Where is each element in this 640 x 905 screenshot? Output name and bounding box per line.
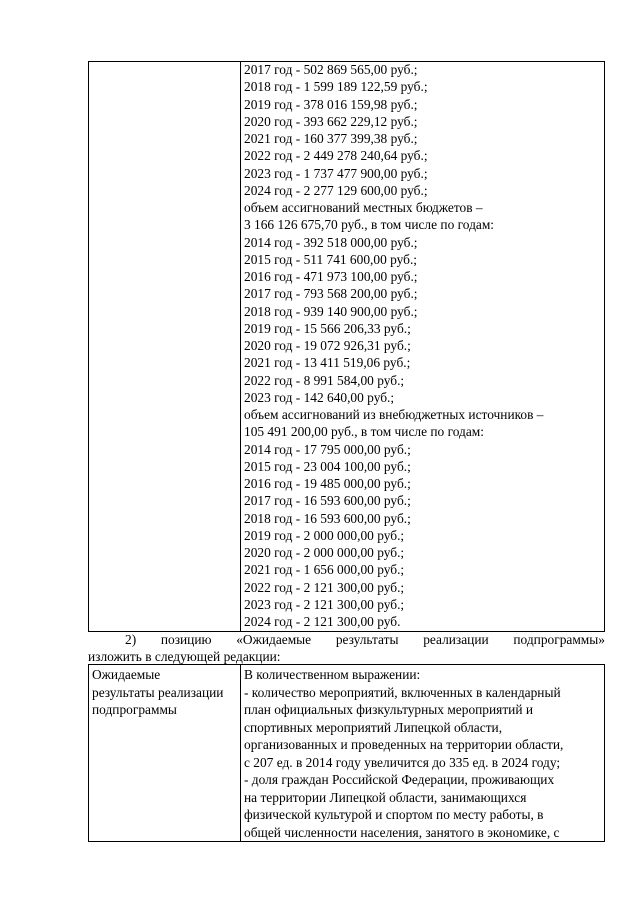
expected-results-line: с 207 ед. в 2014 году увеличится до 335 ед. в 2024 году; [244,754,561,770]
financing-line: 2018 год - 16 593 600,00 руб.; [244,510,411,526]
expected-results-line: - доля граждан Российской Федерации, проживающих [244,772,555,787]
expected-results-label-line: результаты реализации [92,684,224,700]
expected-results-line: спортивных мероприятий Липецкой области, [244,719,503,735]
financing-line: 3 166 126 675,70 руб., в том числе по годам: [244,217,495,233]
financing-line: объем ассигнований местных бюджетов – [244,200,483,215]
amendment-word: позицию [160,632,212,647]
financing-line: 2023 год - 142 640,00 руб.; [244,389,395,405]
financing-table [88,61,605,632]
expected-results-label-cell [89,665,241,841]
expected-results-line: В количественном выражении: [244,667,421,682]
financing-line: 2023 год - 1 737 477 900,00 руб.; [244,165,428,181]
amendment-word: реализации [423,632,489,647]
amendment-item-number: 2) [125,632,137,647]
amendment-word: результаты [335,632,399,647]
financing-line: 2015 год - 23 004 100,00 руб.; [244,458,411,474]
expected-results-label-line: Ожидаемые [92,667,161,682]
financing-table-label-cell [89,62,241,631]
expected-results-line: - количество мероприятий, включенных в календарный [244,684,561,700]
financing-line: 105 491 200,00 руб., в том числе по годам: [244,424,484,440]
financing-line: 2017 год - 793 568 200,00 руб.; [244,286,418,302]
financing-line: 2014 год - 392 518 000,00 руб.; [244,234,418,250]
expected-results-line: на территории Липецкой области, занимающихся [244,789,527,805]
financing-line: 2020 год - 2 000 000,00 руб.; [244,545,405,560]
financing-line: 2021 год - 13 411 519,06 руб.; [244,355,411,371]
financing-line: 2022 год - 8 991 584,00 руб.; [244,372,405,388]
financing-line: 2023 год - 2 121 300,00 руб.; [244,596,405,612]
amendment-word: подпрограммы» [513,632,605,647]
amendment-word: «Ожидаемые [236,632,312,647]
financing-line: 2016 год - 471 973 100,00 руб.; [244,269,418,284]
financing-line: 2019 год - 2 000 000,00 руб.; [244,527,405,543]
financing-line: 2017 год - 16 593 600,00 руб.; [244,493,411,509]
expected-results-line: физической культурой и спортом по месту работы, в [244,807,544,822]
financing-line: 2024 год - 2 121 300,00 руб. [244,614,401,629]
expected-results-table [88,664,605,842]
expected-results-line: план официальных физкультурных мероприятий и [244,702,534,717]
financing-line: 2018 год - 1 599 189 122,59 руб.; [244,79,428,95]
expected-results-line: общей численности населения, занятого в экономике, с [244,824,560,840]
financing-line: 2016 год - 19 485 000,00 руб.; [244,476,411,491]
financing-line: 2024 год - 2 277 129 600,00 руб.; [244,182,428,198]
financing-line: 2020 год - 393 662 229,12 руб.; [244,113,418,129]
financing-line: 2019 год - 15 566 206,33 руб.; [244,320,411,336]
amendment-paragraph-line2: изложить в следующей редакции: [88,649,281,664]
financing-line: объем ассигнований из внебюджетных источников – [244,407,544,422]
amendment-paragraph-line1 [88,631,605,648]
financing-line: 2020 год - 19 072 926,31 руб.; [244,338,411,353]
financing-line: 2021 год - 160 377 399,38 руб.; [244,131,418,146]
financing-line: 2017 год - 502 869 565,00 руб.; [244,62,418,77]
financing-line: 2022 год - 2 121 300,00 руб.; [244,579,405,595]
expected-results-line: организованных и проведенных на территории области, [244,737,564,752]
financing-line: 2019 год - 378 016 159,98 руб.; [244,96,418,112]
financing-line: 2014 год - 17 795 000,00 руб.; [244,441,411,457]
expected-results-value-cell [241,665,604,841]
financing-line: 2021 год - 1 656 000,00 руб.; [244,562,405,578]
financing-line: 2015 год - 511 741 600,00 руб.; [244,251,418,267]
financing-line: 2022 год - 2 449 278 240,64 руб.; [244,148,428,164]
financing-table-value-cell [241,62,604,631]
financing-line: 2018 год - 939 140 900,00 руб.; [244,303,418,319]
expected-results-label-line: подпрограммы [92,702,177,717]
